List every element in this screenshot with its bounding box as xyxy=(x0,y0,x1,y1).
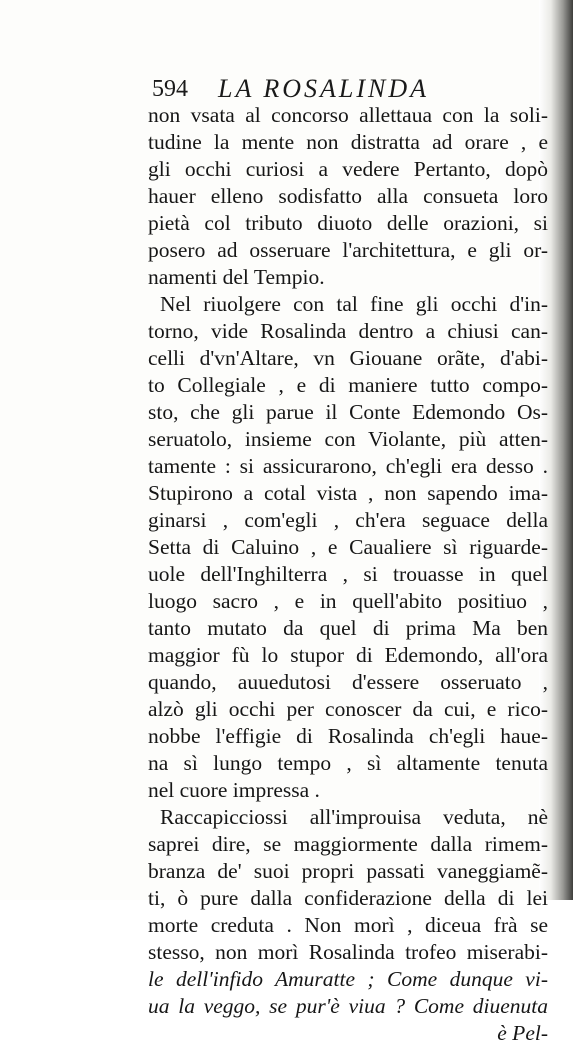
text-line: ginarsi , com'egli , ch'era seguace della xyxy=(148,508,548,532)
text-line: tanto mutato da quel di prima Ma ben xyxy=(148,616,548,640)
text-line: na sì lungo tempo , sì altamente tenuta xyxy=(148,751,548,775)
text-line: to Collegiale , e di maniere tutto compo- xyxy=(148,373,548,397)
text-line: uole dell'Inghilterra , si trouasse in quel xyxy=(148,562,548,586)
text-line: nobbe l'effigie di Rosalinda ch'egli haue- xyxy=(148,724,548,748)
catchword: è Pel- xyxy=(497,1021,548,1045)
text-line: sto, che gli parue il Conte Edemondo Os- xyxy=(148,400,548,424)
text-line: stesso, non morì Rosalinda trofeo miserabi- xyxy=(148,940,548,964)
text-line: Setta di Caluino , e Caualiere sì riguarde- xyxy=(148,535,548,559)
text-line: torno, vide Rosalinda dentro a chiusi can- xyxy=(148,319,548,343)
text-line: pietà col tributo diuoto delle orazioni, si xyxy=(148,211,548,235)
text-line: Stupirono a cotal vista , non sapendo ima- xyxy=(148,481,548,505)
text-line: morte creduta . Non morì , diceua frà se xyxy=(148,913,548,937)
text-line: Raccapicciossi all'improuisa veduta, nè xyxy=(160,805,548,829)
text-line: tamente : si assicurarono, ch'egli era desso . xyxy=(148,454,548,478)
text-line: non vsata al concorso allettaua con la soli- xyxy=(148,103,548,127)
page-number: 594 xyxy=(152,76,188,102)
text-line: celli d'vn'Altare, vn Giouane orãte, d'abi- xyxy=(148,346,548,370)
text-line: ua la veggo, se pur'è viua ? Come diuenuta xyxy=(148,994,548,1018)
text-line: alzò gli occhi per conoscer da cui, e rico- xyxy=(148,697,548,721)
text-line: tudine la mente non distratta ad orare , e xyxy=(148,130,548,154)
text-line: gli occhi curiosi a vedere Pertanto, dopò xyxy=(148,157,548,181)
text-line: ti, ò pure dalla confiderazione della di lei xyxy=(148,886,548,910)
text-line: hauer elleno sodisfatto alla consueta loro xyxy=(148,184,548,208)
text-line: Nel riuolgere con tal fine gli occhi d'in- xyxy=(160,292,548,316)
text-line: seruatolo, insieme con Violante, più atten- xyxy=(148,427,548,451)
text-line: namenti del Tempio. xyxy=(148,265,325,289)
text-line: saprei dire, se maggiormente dalla rimem- xyxy=(148,832,548,856)
running-title: LA ROSALINDA xyxy=(218,74,430,103)
text-line: luogo sacro , e in quell'abito positiuo , xyxy=(148,589,548,613)
body-text xyxy=(148,102,548,1047)
text-line: quando, auuedutosi d'essere osseruato , xyxy=(148,670,548,694)
text-line: maggior fù lo stupor di Edemondo, all'ora xyxy=(148,643,548,667)
text-line: le dell'infido Amuratte ; Come dunque vi- xyxy=(148,967,548,991)
text-line: posero ad osseruare l'architettura, e gli or- xyxy=(148,238,548,262)
text-line: branza de' suoi propri passati vaneggiamẽ- xyxy=(148,859,548,883)
text-line: nel cuore impressa . xyxy=(148,778,320,802)
